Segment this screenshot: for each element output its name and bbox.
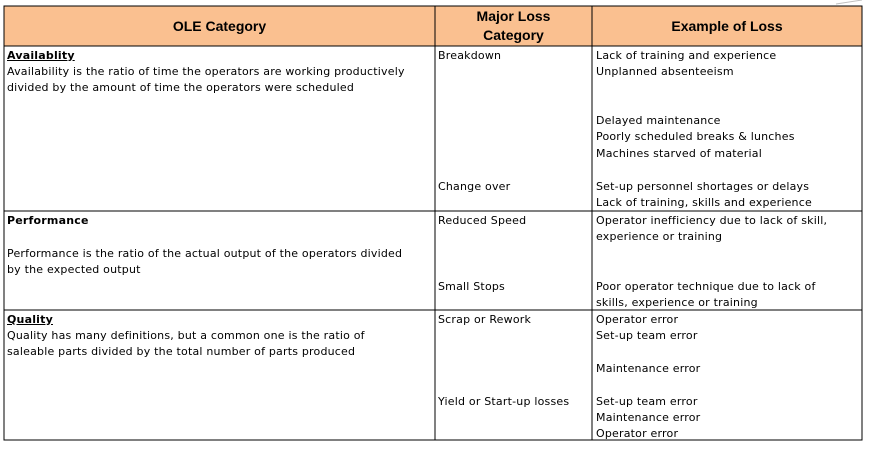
- example-item: Machines starved of material: [596, 147, 762, 160]
- example-item: experience or training: [596, 230, 723, 243]
- loss-scrap-rework: Scrap or Rework: [438, 313, 532, 326]
- performance-desc-line1: Performance is the ratio of the actual output of the operators divided: [7, 247, 403, 260]
- loss-breakdown: Breakdown: [438, 49, 502, 62]
- example-item: Lack of training and experience: [596, 49, 777, 62]
- example-item: Unplanned absenteeism: [596, 65, 734, 78]
- quality-title: Quality: [7, 313, 53, 326]
- example-item: Operator error: [596, 427, 679, 440]
- loss-small-stops: Small Stops: [438, 280, 505, 293]
- example-item: Set-up team error: [596, 329, 698, 342]
- header-example-of-loss: [592, 6, 862, 46]
- availability-title: Availablity: [7, 49, 75, 62]
- header-ole-category-label: OLE Category: [172, 17, 267, 34]
- loss-yield-startup: Yield or Start-up losses: [438, 395, 570, 408]
- example-item: Maintenance error: [596, 411, 701, 424]
- header-example-of-loss-label: Example of Loss: [671, 17, 783, 34]
- header-ole-category: [4, 6, 435, 46]
- example-item: Maintenance error: [596, 362, 701, 375]
- example-item: Poorly scheduled breaks & lunches: [596, 130, 795, 143]
- header-major-loss-line2: Category: [483, 27, 544, 43]
- loss-reduced-speed: Reduced Speed: [438, 214, 527, 227]
- availability-desc-line2: divided by the amount of time the operators were scheduled: [7, 81, 355, 94]
- availability-desc-line1: Availability is the ratio of time the operators are working productively: [7, 65, 405, 78]
- right-edge-tick: [836, 0, 862, 4]
- example-item: Set-up team error: [596, 395, 698, 408]
- example-item: skills, experience or training: [596, 296, 758, 309]
- example-item: Delayed maintenance: [596, 114, 721, 127]
- example-item: Operator inefficiency due to lack of skill,: [596, 214, 828, 227]
- example-item: Set-up personnel shortages or delays: [596, 180, 810, 193]
- header-major-loss-line1: Major Loss: [476, 8, 551, 24]
- example-item: Poor operator technique due to lack of: [596, 280, 816, 293]
- performance-title: Performance: [7, 214, 89, 227]
- example-item: Lack of training, skills and experience: [596, 196, 812, 209]
- quality-desc-line2: saleable parts divided by the total number of parts produced: [7, 345, 356, 358]
- example-item: Operator error: [596, 313, 679, 326]
- performance-desc-line2: by the expected output: [7, 263, 141, 276]
- header-major-loss-category: [435, 6, 592, 46]
- quality-desc-line1: Quality has many definitions, but a common one is the ratio of: [7, 329, 365, 342]
- loss-change-over: Change over: [438, 180, 511, 193]
